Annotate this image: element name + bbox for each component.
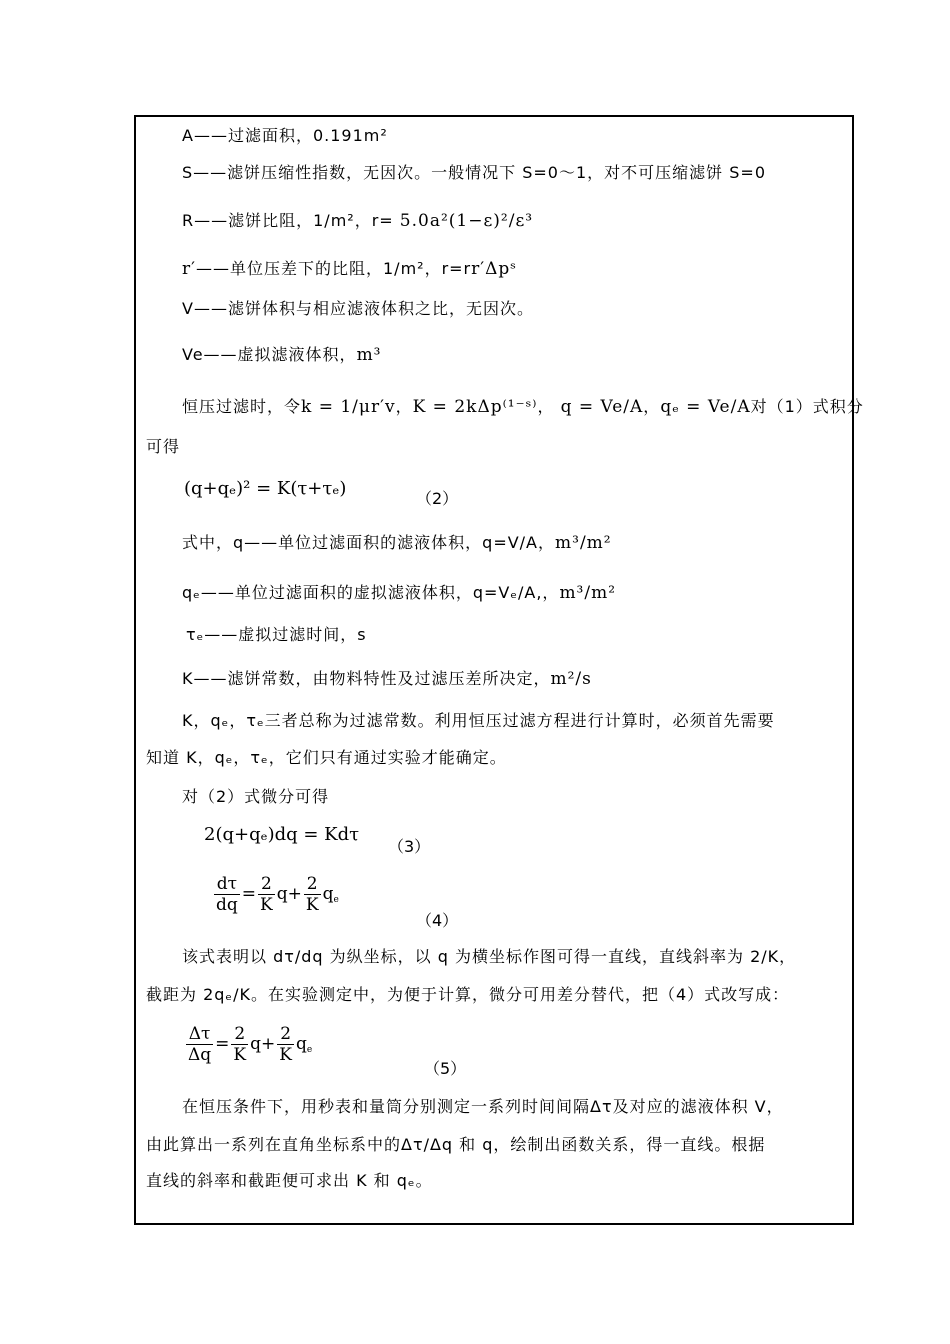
equation-3-number: （3）: [388, 837, 431, 856]
equation-4: $\frac{d\tau}{dq}$ = $\frac{2}{K}$ q+ $\frac{2}{K}$ $q_e$: [216, 874, 339, 915]
formula-k: k = 1/μr′v: [301, 397, 396, 417]
def-volume-ratio: V——滤饼体积与相应滤液体积之比，无因次。: [182, 299, 534, 318]
def-specific-resistance: R——滤饼比阻，1/m²，r= 5.0a²(1−ε)²/ε³: [182, 211, 534, 231]
const-definition-cont: 可得: [146, 437, 181, 456]
paragraph-constants-1: K，qₑ，τₑ三者总称为过滤常数。利用恒压过滤方程进行计算时，必须首先需要: [182, 711, 775, 730]
paragraph-procedure-3: 直线的斜率和截距便可求出 K 和 qₑ。: [146, 1171, 433, 1190]
paragraph-procedure-2: 由此算出一系列在直角坐标系中的Δτ/Δq 和 q，绘制出函数关系，得一直线。根据: [146, 1135, 766, 1154]
formula-qe: qₑ = Ve/A: [660, 397, 751, 417]
equation-5: $\frac{\Delta\tau}{\Delta q}$ = $\frac{2}{K}$ q+ $\frac{2}{K}$ $q_e$: [188, 1024, 313, 1065]
paragraph-constants-2: 知道 K，qₑ，τₑ，它们只有通过实验才能确定。: [146, 748, 507, 767]
equation-5-number: （5）: [424, 1059, 467, 1078]
formula-q: q = Ve/A: [560, 397, 644, 417]
paragraph-plot-1: 该式表明以 dτ/dq 为纵坐标，以 q 为横坐标作图可得一直线，直线斜率为 2/K，: [182, 947, 797, 966]
differentiate-line: 对（2）式微分可得: [182, 787, 330, 806]
paragraph-plot-2: 截距为 2qₑ/K。在实验测定中，为便于计算，微分可用差分替代，把（4）式改写成：: [146, 985, 790, 1004]
def-compressibility: S——滤饼压缩性指数，无因次。一般情况下 S=0～1，对不可压缩滤饼 S=0: [182, 163, 766, 182]
formula-K: K = 2kΔp⁽¹⁻ˢ⁾: [412, 397, 538, 417]
paragraph-procedure-1: 在恒压条件下，用秒表和量筒分别测定一系列时间间隔Δτ及对应的滤液体积 V，: [182, 1097, 784, 1116]
def-area: A——过滤面积，0.191m²: [182, 126, 388, 145]
def-q: 式中，q——单位过滤面积的滤液体积，q=V/A，m³/m²: [182, 533, 612, 553]
equation-3: 2(q+qₑ)dq = Kdτ: [204, 824, 360, 845]
def-qe: qₑ——单位过滤面积的虚拟滤液体积，q=Vₑ/A,，m³/m²: [182, 583, 617, 603]
equation-4-number: （4）: [416, 911, 459, 930]
def-unit-resistance: r′——单位压差下的比阻，1/m²，r=rr′Δpˢ: [182, 259, 518, 279]
formula-r: 5.0a²(1−ε)²/ε³: [399, 211, 534, 231]
formula-rp: r′Δpˢ: [471, 259, 518, 279]
def-tau-e: τₑ——虚拟过滤时间，s: [186, 625, 367, 644]
const-definition: 恒压过滤时，令k = 1/μr′v，K = 2kΔp⁽¹⁻ˢ⁾， q = Ve/A，qₑ = Ve/A对（1）式积分: [182, 397, 864, 417]
equation-2-number: （2）: [416, 489, 459, 508]
def-K: K——滤饼常数，由物料特性及过滤压差所决定，m²/s: [182, 669, 592, 689]
def-virtual-volume: Ve——虚拟滤液体积，m³: [182, 345, 382, 365]
equation-2: (q+qₑ)² = K(τ+τₑ): [184, 478, 347, 499]
